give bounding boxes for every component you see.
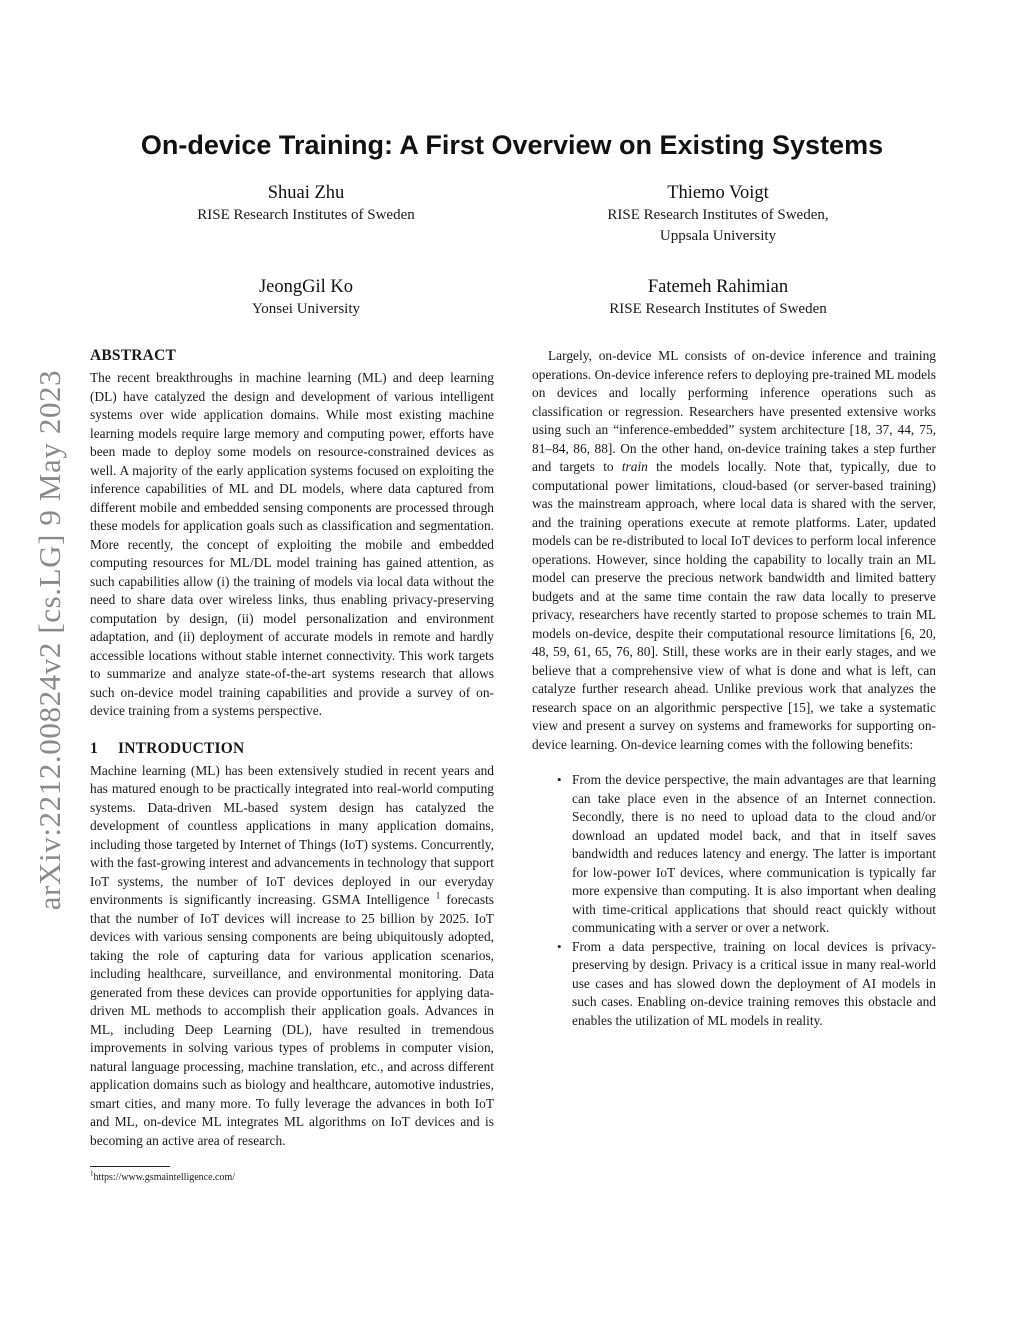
section-title: INTRODUCTION: [118, 739, 245, 757]
list-item: [557, 938, 936, 1031]
author-affiliation: RISE Research Institutes of Sweden: [609, 301, 827, 317]
abstract-heading: ABSTRACT: [90, 347, 177, 364]
author-name: JeongGil Ko: [258, 277, 354, 297]
paper-title: On-device Training: A First Overview on Existing Systems: [140, 130, 884, 160]
bullet-icon: •: [557, 938, 562, 954]
introduction-paragraph: [90, 762, 494, 1151]
arxiv-identifier: arXiv:2212.00824v2 [cs.LG] 9 May 2023: [32, 369, 67, 911]
author-name: Shuai Zhu: [267, 183, 345, 203]
right-column: [532, 347, 936, 1030]
paragraph-text: Machine learning (ML) has been extensively studied in recent years and has matured enough to be practically integrated into real-world computing systems. Data-driven ML-based system design has catalyzed the development of countless applications in many application domains, including those targeted by Internet of Things (IoT) systems. Concurrently, with the fast-growing interest and advancements in technology that support IoT systems, the number of IoT devices deployed in our everyday environments is significantly increasing. GSMA Intelligence: [90, 762, 494, 907]
author-block: [538, 275, 898, 320]
benefits-list: [532, 771, 936, 1030]
author-block: [126, 275, 486, 320]
introduction-paragraph: [532, 347, 936, 754]
author-affiliation: RISE Research Institutes of Sweden,: [607, 207, 829, 223]
list-item-text: From the device perspective, the main advantages are that learning can take place even in the absence of an Internet connection. Secondly, there is no need to upload data to the cloud and/or download an updated model back, and that in itself saves bandwidth and reduces latency and energy. The latter is important for low-power IoT devices, where communication is typically far more expensive than computing. It is also important when dealing with time-critical applications that should react quickly without communicating with a server or over a network.: [572, 772, 936, 935]
author-name: Fatemeh Rahimian: [647, 277, 789, 297]
paragraph-text: the models locally. Note that, typically, due to computational power limitations, cloud-based (or server-based training) was the mainstream approach, where local data is shared with the server, and the training operations execute at remote platforms. Later, updated models can be re-distributed to local IoT devices to perform local inference operations. However, since holding the capability to locally train an ML model can preserve the precious network bandwidth and limited battery budgets and at the same time contain the raw data locally to preserve privacy, researchers have recently started to propose schemes to train ML models on-device, despite their computational resource limitations [6, 20, 48, 59, 61, 65, 76, 80]. Still, these works are in their early stages, and we believe that a comprehensive view of what is done and what is left, can catalyze further research ahead. Unlike previous work that analyzes the research space on an algorithmic perspective [15], we take a systematic view and present a survey on systems and frameworks for supporting on-device learning. On-device learning comes with the following benefits:: [532, 459, 937, 752]
paragraph-text: Largely, on-device ML consists of on-device inference and training operations. On-device inference refers to deploying pre-trained ML models on devices and locally performing inference operations such as classification or regression. Researchers have presented extensive works using such an “inference-embedded” system architecture [18, 37, 44, 75, 81–84, 86, 88]. On the other hand, on-device training takes a step further and targets to: [532, 348, 936, 474]
author-block: [538, 181, 898, 247]
list-item: [557, 771, 936, 938]
footnote: [90, 1166, 494, 1185]
paragraph-text: forecasts that the number of IoT devices will increase to 25 billion by 2025. IoT devices with various sensing components are being ubiquitously adopted, taking the role of capturing data for various application scenarios, including healthcare, surveillance, and environmental monitoring. Data generated from these devices can provide opportunities for applying data-driven ML methods to accomplish their application goals. Advances in ML, including Deep Learning (DL), have resulted in tremendous improvements in solving various types of problems in computer vision, natural language processing, machine translation, etc., and across different application domains such as biology and healthcare, automotive industries, smart cities, and many more. To fully leverage the advances in both IoT and ML, on-device ML integrates ML algorithms on IoT devices and is becoming an active area of research.: [90, 892, 495, 1148]
emphasis-text: train: [621, 459, 648, 474]
footnote-rule: [90, 1166, 170, 1167]
footnote-marker: 1: [435, 890, 441, 901]
section-number: 1: [90, 739, 98, 757]
bullet-icon: •: [557, 772, 562, 787]
list-item-text: From a data perspective, training on local devices is privacy-preserving by design. Privacy is a critical issue in many real-world use cases and has slowed down the deployment of AI models in such cases. Enabling on-device training removes this obstacle and enables the utilization of ML models in reality.: [572, 938, 936, 1028]
introduction-heading: [90, 738, 494, 760]
abstract-text: The recent breakthroughs in machine learning (ML) and deep learning (DL) have catalyzed the design and development of various intelligent systems over wide application domains. While most existing machine learning models require large memory and computing power, efforts have been made to deploy some models on resource-constrained devices as well. A majority of the early application systems focused on exploiting the inference capabilities of ML and DL models, where data captured from different mobile and embedded sensing components are processed through these models for application goals such as classification and segmentation. More recently, the concept of exploiting the mobile and embedded computing resources for ML/DL model training has gained attention, as such capabilities allow (i) the training of models via local data without the need to share data over wireless links, thus enabling privacy-preserving computation by design, (ii) model personalization and environment adaptation, and (ii) deployment of accurate models in remote and hardly accessible locations without stable internet connectivity. This work targets to summarize and analyze state-of-the-art systems research that allows such on-device model training capabilities and provide a survey of on-device training from a systems perspective.: [90, 370, 494, 718]
left-column: [90, 345, 494, 1150]
footnote-mark: 1: [90, 1169, 94, 1178]
footnote-url: https://www.gsmaintelligence.com/: [93, 1172, 236, 1183]
author-name: Thiemo Voigt: [667, 183, 769, 203]
author-affiliation: Uppsala University: [659, 228, 777, 244]
author-affiliation: RISE Research Institutes of Sweden: [197, 207, 415, 223]
author-block: [126, 181, 486, 226]
author-affiliation: Yonsei University: [251, 301, 361, 317]
